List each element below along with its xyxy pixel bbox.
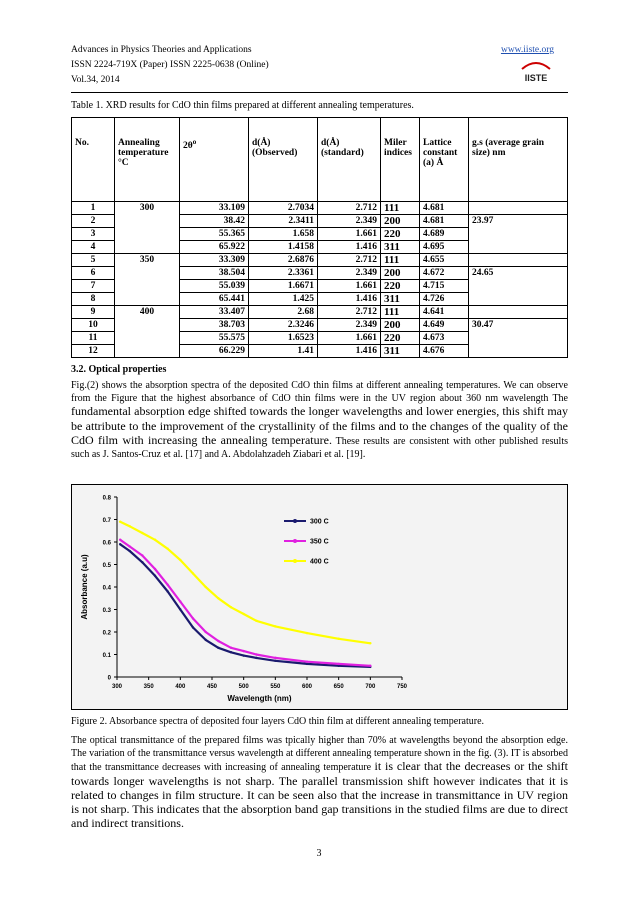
data-point [154, 568, 156, 570]
data-point [230, 647, 232, 649]
x-axis-label: Wavelength (nm) [227, 694, 292, 703]
data-point [166, 590, 168, 592]
cell: 311 [381, 293, 420, 306]
cell [469, 202, 568, 215]
cell: 2.3246 [249, 319, 318, 332]
paragraph-text: Fig.(2) shows the absorption spectra of the deposited CdO thin films at different annealing temperatures. We can observe from the Figure that the highest absorbance of CdO thin films were in the UV region about 360 nm wavelength The [71, 380, 568, 405]
cell: 9 [72, 306, 115, 319]
cell: 220 [381, 332, 420, 345]
cell: 66.229 [180, 345, 249, 358]
cell: 55.575 [180, 332, 249, 345]
col-header: g.s (average grain size) nm [469, 118, 568, 202]
y-tick-label: 0.2 [102, 630, 111, 637]
cell: 3 [72, 228, 115, 241]
data-point [217, 597, 219, 599]
y-tick-label: 0.3 [102, 608, 111, 614]
cell: 38.42 [180, 215, 249, 228]
data-point [274, 625, 276, 627]
cell: 4.681 [420, 215, 469, 228]
cell: 4.655 [420, 254, 469, 267]
grain-size-cell: 24.65 [469, 267, 568, 306]
cell: 4.673 [420, 332, 469, 345]
cell: 2.3361 [249, 267, 318, 280]
cell: 220 [381, 228, 420, 241]
data-point [306, 632, 308, 634]
cell: 4.715 [420, 280, 469, 293]
table-caption: Table 1. XRD results for CdO thin films prepared at different annealing temperatures. [71, 100, 414, 111]
cell: 1.6523 [249, 332, 318, 345]
cell: 4.649 [420, 319, 469, 332]
cell: 1.658 [249, 228, 318, 241]
paragraph-text-large: it is clear that the decreases or the shift towards longer wavelengths is not sharp. The parallel transmission shift however indicates that it is related to changes in film structure. It can be seen also that the increase in transmittance in UV region is not sharp. This indicates that the absorption band gap transitions in the studied films are due to direct and indirect transitions. [71, 759, 568, 831]
x-tick-label: 650 [333, 684, 344, 690]
col-header: $2\theta^o$ [180, 118, 249, 202]
x-tick-label: 400 [175, 684, 186, 690]
cell [469, 254, 568, 267]
col-header: Annealing temperature °C [115, 118, 180, 202]
cell: 2 [72, 215, 115, 228]
data-point [141, 532, 143, 534]
data-point [204, 639, 206, 641]
cell: 2.712 [318, 254, 381, 267]
cell: 111 [381, 254, 420, 267]
cell: 8 [72, 293, 115, 306]
data-point [141, 554, 143, 556]
x-tick-label: 350 [143, 684, 154, 690]
cell: 2.349 [318, 215, 381, 228]
col-header: Lattice constant (a) Å [420, 118, 469, 202]
temp-cell: 350 [115, 254, 180, 306]
data-point [255, 620, 257, 622]
x-tick-label: 700 [365, 684, 376, 690]
cell: 1.661 [318, 332, 381, 345]
cell: 1.41 [249, 345, 318, 358]
data-point [179, 608, 181, 610]
cell: 33.309 [180, 254, 249, 267]
grain-size-cell: 30.47 [469, 319, 568, 358]
cell: 7 [72, 280, 115, 293]
data-point [166, 584, 168, 586]
cell: 10 [72, 319, 115, 332]
cell: 311 [381, 345, 420, 358]
cell: 311 [381, 241, 420, 254]
data-point [179, 559, 181, 561]
cell: 33.109 [180, 202, 249, 215]
cell: 2.349 [318, 267, 381, 280]
cell: 55.039 [180, 280, 249, 293]
absorbance-chart [72, 485, 567, 709]
cell: 1.425 [249, 293, 318, 306]
cell: 111 [381, 202, 420, 215]
cell: 4.681 [420, 202, 469, 215]
data-point [337, 638, 339, 640]
y-tick-label: 0.1 [102, 653, 111, 659]
data-point [242, 650, 244, 652]
col-header: d(Å) (standard) [318, 118, 381, 202]
data-point [217, 647, 219, 649]
iiste-logo-icon [520, 59, 552, 83]
paragraph-text: These results are consistent with other published results such as J. Santos-Cruz et al. [17] and A. Abdolahzadeh Ziabari et al. [19]. [71, 435, 569, 461]
cell: 1.661 [318, 228, 381, 241]
cell: 55.365 [180, 228, 249, 241]
x-tick-label: 600 [301, 684, 313, 690]
y-tick-label: 0.4 [102, 585, 111, 592]
cell: 220 [381, 280, 420, 293]
cell: 200 [381, 267, 420, 280]
cell: 2.349 [318, 319, 381, 332]
y-axis-label: Absorbance (a.u) [80, 554, 89, 620]
data-point [306, 661, 308, 663]
cell: 4.726 [420, 293, 469, 306]
table-row [72, 306, 568, 319]
cell: 1 [72, 202, 115, 215]
data-point [204, 631, 206, 633]
cell: 38.703 [180, 319, 249, 332]
legend-marker [293, 519, 297, 523]
data-point [369, 665, 371, 667]
figure-caption: Figure 2. Absorbance spectra of deposited four layers CdO thin film at different annealing temperature. [71, 716, 485, 727]
data-point [192, 572, 194, 574]
data-point [230, 606, 232, 608]
legend-marker [293, 559, 297, 563]
cell: 4.641 [420, 306, 469, 319]
cell: 12 [72, 345, 115, 358]
cell: 6 [72, 267, 115, 280]
data-point [337, 663, 339, 665]
grain-size-cell: 23.97 [469, 215, 568, 254]
cell: 5 [72, 254, 115, 267]
cell: 1.661 [318, 280, 381, 293]
figure-frame [71, 484, 568, 710]
table-header-row [72, 118, 568, 202]
data-point [128, 550, 130, 552]
section-heading: 3.2. Optical properties [71, 364, 167, 375]
data-point [128, 525, 130, 527]
data-point [179, 600, 181, 602]
col-header: No. [72, 118, 115, 202]
cell: 1.416 [318, 345, 381, 358]
data-point [230, 651, 232, 653]
cell: 1.6671 [249, 280, 318, 293]
legend-label: 300 C [310, 518, 329, 526]
cell: 4.676 [420, 345, 469, 358]
data-point [128, 545, 130, 547]
data-point [141, 561, 143, 563]
paragraph-transmittance [71, 734, 568, 831]
legend-label: 400 C [310, 558, 329, 566]
data-point [119, 521, 121, 523]
cell: 1.4158 [249, 241, 318, 254]
cell: 11 [72, 332, 115, 345]
temp-cell: 400 [115, 306, 180, 358]
data-point [166, 548, 168, 550]
cell: 200 [381, 215, 420, 228]
col-header: d(Å) (Observed) [249, 118, 318, 202]
cell: 4.672 [420, 267, 469, 280]
cell: 65.441 [180, 293, 249, 306]
x-tick-label: 550 [270, 684, 281, 690]
y-tick-label: 0 [107, 675, 111, 682]
cell: 2.712 [318, 306, 381, 319]
paragraph-text: The optical transmittance of the prepared films was tpically higher than 70% at wavelengths beyond the absorption edge. The variation of the transmittance versus wavelength at different annealing temperature shown in the fig. (3). IT is absorbed that the transmittance decreases with increasing of annealing temperature [71, 735, 568, 774]
data-point [306, 663, 308, 665]
xrd-table [71, 117, 568, 358]
table-row [72, 254, 568, 267]
paragraph-absorption [71, 379, 568, 461]
cell: 4.689 [420, 228, 469, 241]
cell: 2.68 [249, 306, 318, 319]
x-tick-label: 300 [111, 684, 123, 690]
cell: 1.416 [318, 293, 381, 306]
cell: 2.6876 [249, 254, 318, 267]
header-rule [71, 92, 568, 93]
cell: 38.504 [180, 267, 249, 280]
data-point [274, 657, 276, 659]
temp-cell: 300 [115, 202, 180, 254]
table-row [72, 202, 568, 215]
logo-text: IISTE [524, 73, 548, 83]
cell: 111 [381, 306, 420, 319]
data-point [192, 626, 194, 628]
cell: 2.712 [318, 202, 381, 215]
legend-marker [293, 539, 297, 543]
y-tick-label: 0.8 [102, 495, 111, 502]
cell: 33.407 [180, 306, 249, 319]
cell: 2.7034 [249, 202, 318, 215]
data-point [217, 640, 219, 642]
data-point [255, 657, 257, 659]
data-point [192, 617, 194, 619]
y-tick-label: 0.7 [102, 518, 111, 524]
data-point [119, 539, 121, 541]
data-point [242, 613, 244, 615]
data-point [119, 543, 121, 545]
data-point [154, 575, 156, 577]
y-tick-label: 0.5 [102, 563, 111, 569]
data-point [255, 653, 257, 655]
data-point [242, 654, 244, 656]
col-header: Miler indices [381, 118, 420, 202]
cell: 65.922 [180, 241, 249, 254]
x-tick-label: 500 [238, 684, 249, 690]
journal-title: Advances in Physics Theories and Applications [71, 45, 252, 55]
data-point [274, 660, 276, 662]
data-point [204, 586, 206, 588]
data-point [369, 642, 371, 644]
paragraph-text-large: fundamental absorption edge shifted towards the longer wavelengths and lower energies, this shift may be attribute to the improvement of the crystallinity of the films and to the changes of the quality of the CdO film with increasing the annealing temperature. [71, 404, 568, 447]
cell: 1.416 [318, 241, 381, 254]
journal-url-link[interactable]: www.iiste.org [500, 45, 554, 55]
cell: 200 [381, 319, 420, 332]
legend-label: 350 C [310, 538, 329, 546]
x-tick-label: 750 [396, 684, 408, 690]
cell: 4 [72, 241, 115, 254]
y-tick-label: 0.6 [102, 540, 111, 547]
issn-line: ISSN 2224-719X (Paper) ISSN 2225-0638 (Online) [71, 60, 269, 70]
volume-line: Vol.34, 2014 [71, 75, 120, 85]
data-point [154, 539, 156, 541]
x-tick-label: 450 [206, 684, 218, 690]
cell [469, 306, 568, 319]
cell: 2.3411 [249, 215, 318, 228]
cell: 4.695 [420, 241, 469, 254]
page-number: 3 [316, 848, 322, 859]
